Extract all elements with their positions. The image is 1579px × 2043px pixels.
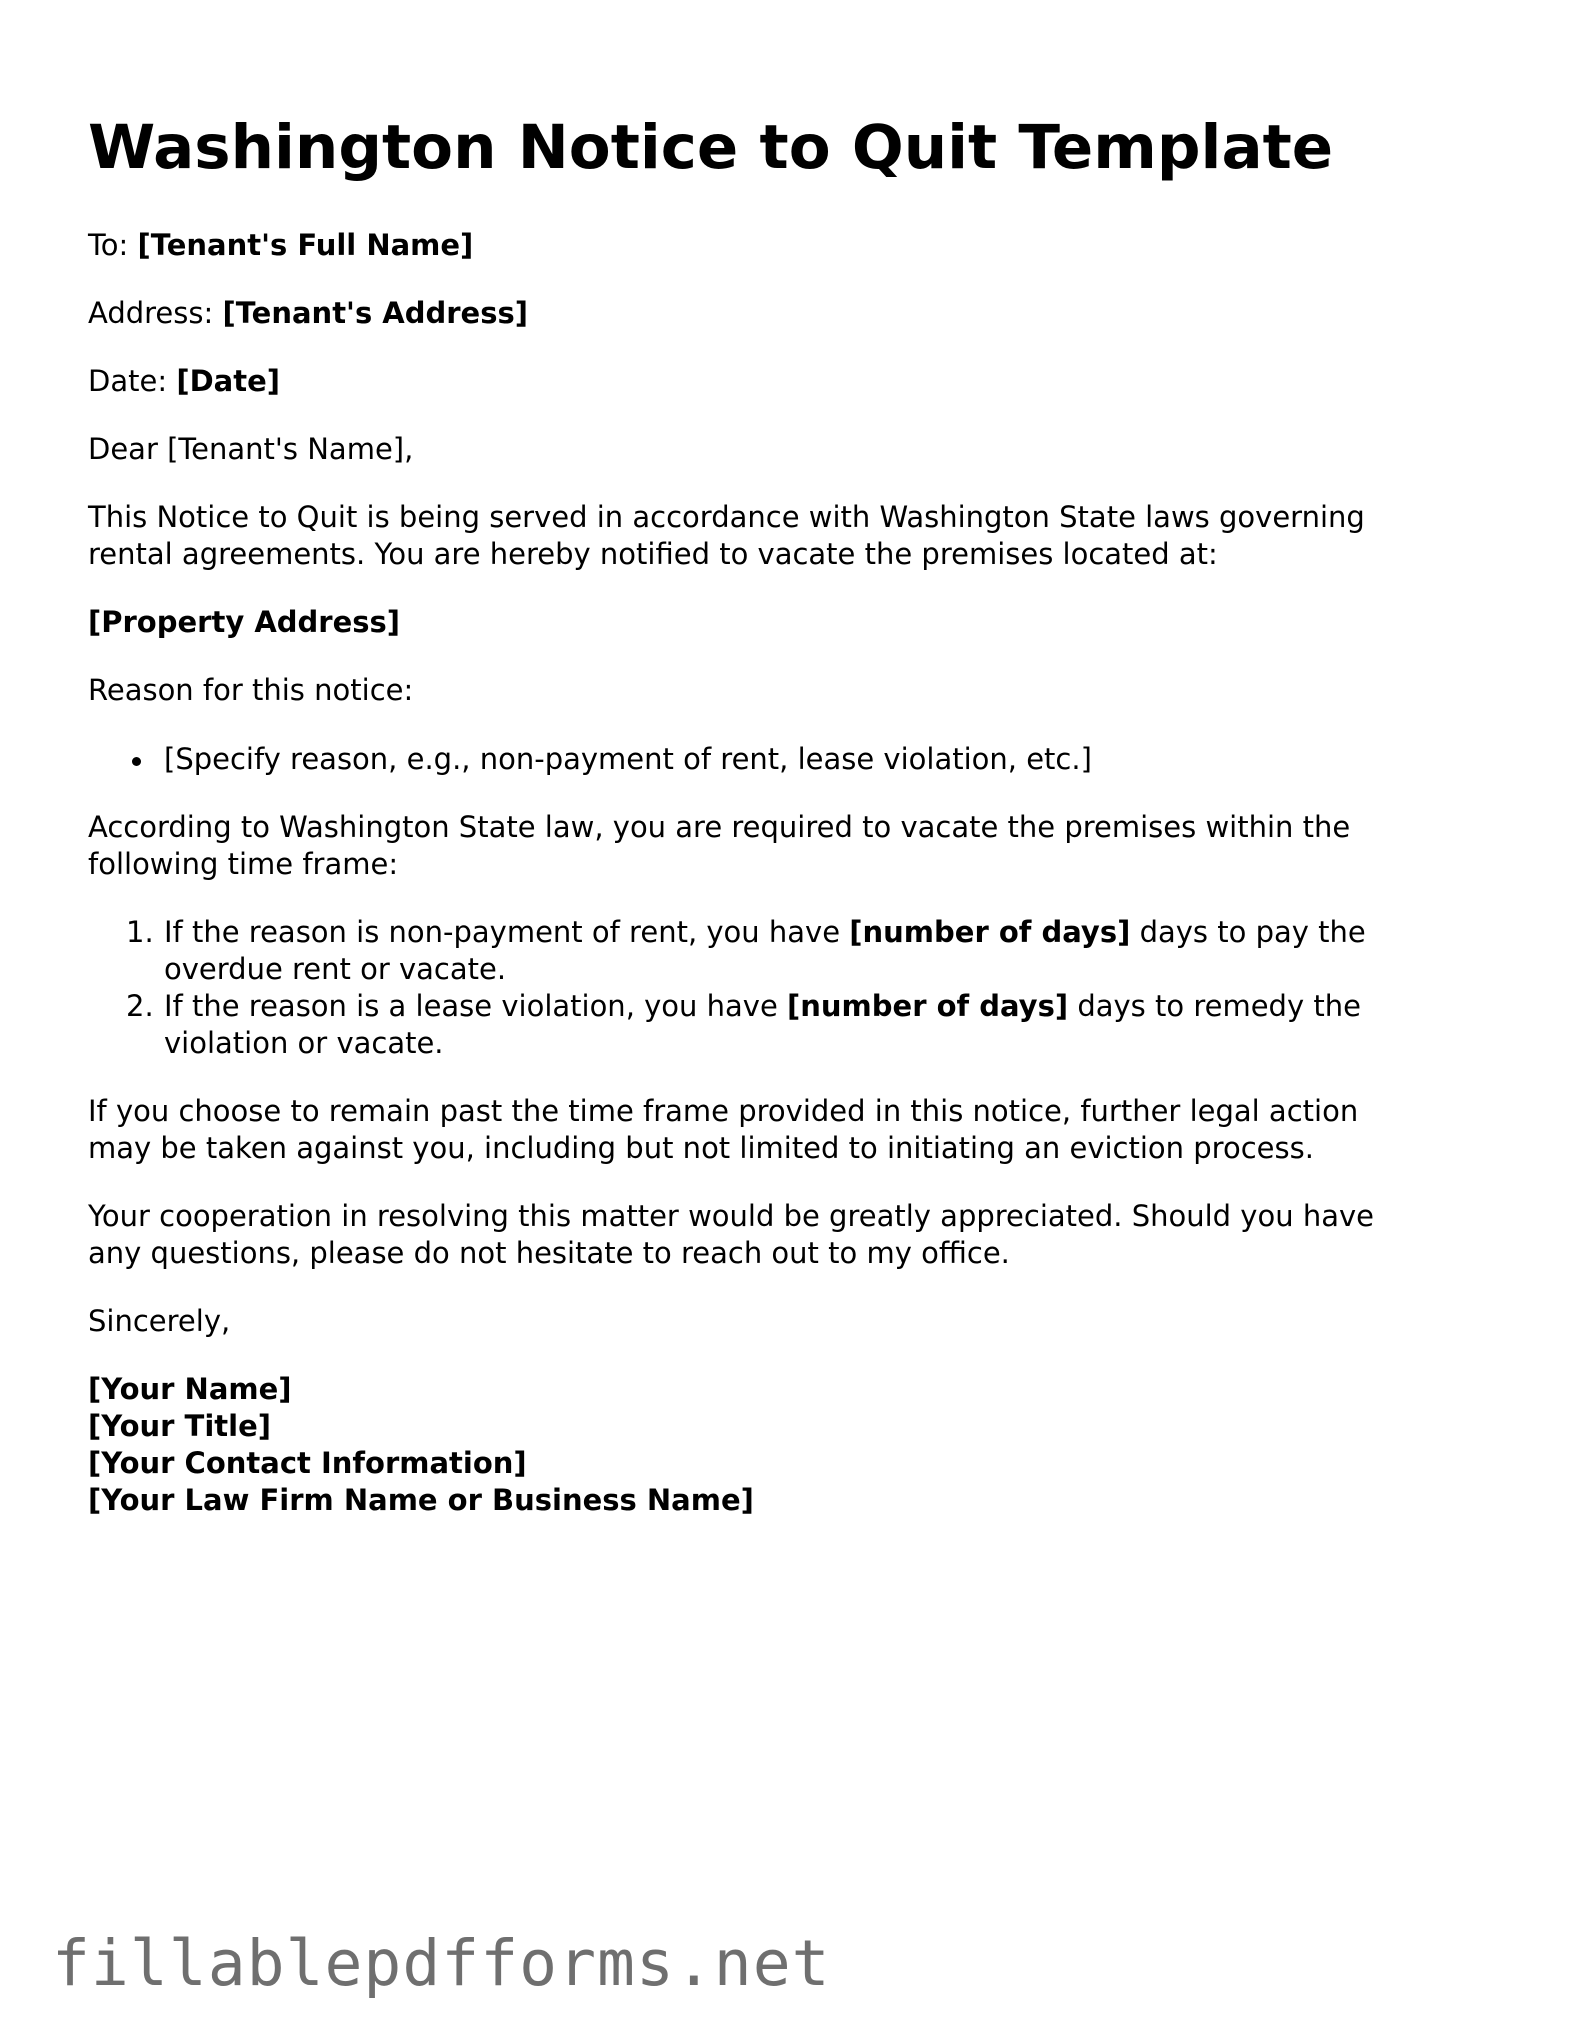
- list-number-1: 1.: [126, 915, 154, 949]
- list-item-2-days: [number of days]: [787, 989, 1069, 1023]
- intro-line-1: This Notice to Quit is being served in accordance with Washington State laws governing: [88, 500, 1365, 534]
- to-label: To:: [88, 228, 129, 262]
- signature-name: [Your Name]: [88, 1372, 292, 1406]
- date-value: [Date]: [176, 364, 280, 398]
- date-line: [88, 363, 280, 400]
- address-value: [Tenant's Address]: [222, 296, 529, 330]
- address-line: [88, 295, 528, 332]
- to-value: [Tenant's Full Name]: [137, 228, 474, 262]
- date-label: Date:: [88, 364, 168, 398]
- property-address: [Property Address]: [88, 605, 401, 639]
- list-item-1-days: [number of days]: [849, 915, 1131, 949]
- legal-line-1: If you choose to remain past the time frame provided in this notice, further legal action: [88, 1094, 1359, 1128]
- list-item-1-line-1: [164, 914, 1366, 951]
- signature-title: [Your Title]: [88, 1409, 272, 1443]
- reason-heading: Reason for this notice:: [88, 673, 414, 707]
- timeframe-line-1: According to Washington State law, you are required to vacate the premises within the: [88, 810, 1351, 844]
- signature-firm: [Your Law Firm Name or Business Name]: [88, 1483, 754, 1517]
- list-item-2-line-1: [164, 988, 1361, 1025]
- cooperation-line-1: Your cooperation in resolving this matter would be greatly appreciated. Should you have: [88, 1199, 1374, 1233]
- list-number-2: 2.: [126, 989, 154, 1023]
- document-title: Washington Notice to Quit Template: [88, 112, 1334, 183]
- address-label: Address:: [88, 296, 214, 330]
- list-item-2-post: days to remedy the: [1068, 989, 1361, 1023]
- list-item-2-line-2: violation or vacate.: [164, 1026, 444, 1060]
- bullet-icon: [132, 757, 141, 766]
- cooperation-line-2: any questions, please do not hesitate to reach out to my office.: [88, 1236, 1010, 1270]
- list-item-1-line-2: overdue rent or vacate.: [164, 952, 507, 986]
- intro-line-2: rental agreements. You are hereby notified to vacate the premises located at:: [88, 537, 1218, 571]
- timeframe-line-2: following time frame:: [88, 847, 399, 881]
- to-line: [88, 227, 473, 264]
- signature-contact: [Your Contact Information]: [88, 1446, 527, 1480]
- watermark: fillablepdfforms.net: [52, 1927, 831, 2000]
- list-item-2-pre: If the reason is a lease violation, you have: [164, 989, 788, 1023]
- legal-line-2: may be taken against you, including but not limited to initiating an eviction process.: [88, 1131, 1314, 1165]
- salutation: Dear [Tenant's Name],: [88, 432, 414, 466]
- list-item-1-pre: If the reason is non-payment of rent, you have: [164, 915, 850, 949]
- closing: Sincerely,: [88, 1304, 231, 1338]
- list-item-1-post: days to pay the: [1130, 915, 1366, 949]
- reason-bullet-text: [Specify reason, e.g., non-payment of rent, lease violation, etc.]: [164, 742, 1092, 776]
